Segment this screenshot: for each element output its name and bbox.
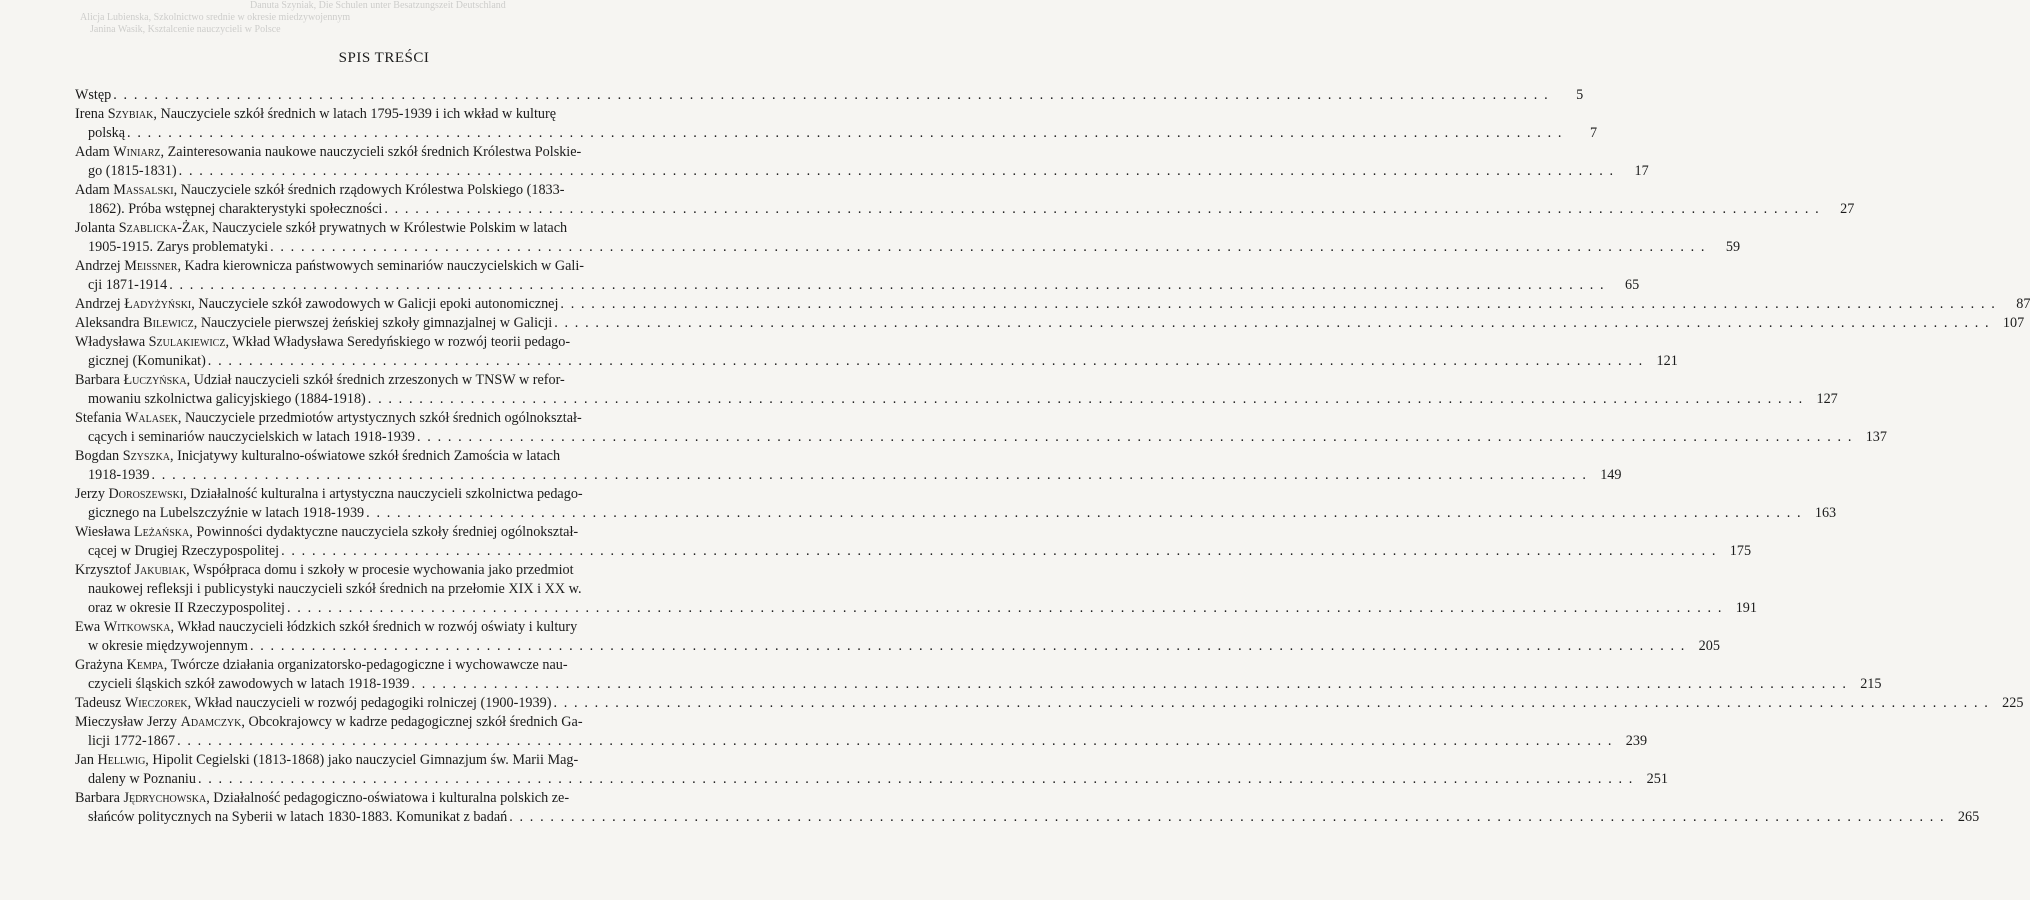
toc-entry[interactable] (75, 409, 1887, 447)
toc-entry-line (75, 105, 695, 124)
toc-entry-line (75, 447, 695, 466)
toc-entry-line (75, 523, 695, 542)
dot-leader: . . . . . . . . . . . . . . . . . . . . . . . . . . . . . . . . . . . . . . . . . . . . . . . . . . . . . . . . . . . . . . . . . . . . . . . . . . . . . . . . . . . . . . . . . . . . . . . . . . . . . . . . . . . . . . . . . . . . . . . . . . . . . . . . . . . . . . . . . . . . (207, 353, 1644, 369)
entry-title-text: licji 1772-1867 (88, 733, 176, 749)
entry-title-text: , Inicjatywy kulturalno-oświatowe szkół średnich Zamościa w latach (170, 448, 561, 464)
dot-leader: . . . . . . . . . . . . . . . . . . . . . . . . . . . . . . . . . . . . . . . . . . . . . . . . . . . . . . . . . . . . . . . . . . . . . . . . . . . . . . . . . . . . . . . . . . . . . . . . . . . . . . . . . . . . . . . . . . . . . . . . . . . . . . . . . . . . . . . . . . . . (560, 296, 1997, 312)
page-number: 5 (1576, 87, 1584, 103)
dot-leader: . . . . . . . . . . . . . . . . . . . . . . . . . . . . . . . . . . . . . . . . . . . . . . . . . . . . . . . . . . . . . . . . . . . . . . . . . . . . . . . . . . . . . . . . . . . . . . . . . . . . . . . . . . . . . . . . . . . . . . . . . . . . . . . . . . . . . . . . . . . . (151, 467, 1588, 483)
toc-entry-last-line (75, 428, 1887, 447)
author-surname: Massalski (113, 182, 174, 198)
toc-entry[interactable] (75, 656, 1882, 694)
entry-title-text: mowaniu szkolnictwa galicyjskiego (1884-1918) (88, 391, 366, 407)
author-first-name: Bogdan (75, 448, 123, 464)
dot-leader: . . . . . . . . . . . . . . . . . . . . . . . . . . . . . . . . . . . . . . . . . . . . . . . . . . . . . . . . . . . . . . . . . . . . . . . . . . . . . . . . . . . . . . . . . . . . . . . . . . . . . . . . . . . . . . . . . . . . . . . . . . . . . . . . . . . . . . . . . . . . (367, 391, 1804, 407)
entry-title-text: naukowej refleksji i publicystyki nauczycieli szkół średnich na przełomie XIX i XX w. (88, 581, 582, 597)
page-number: 205 (1698, 638, 1720, 654)
author-first-name: Barbara (75, 790, 124, 806)
entry-title-text: czycieli śląskich szkół zawodowych w latach 1918-1939 (88, 676, 410, 692)
entry-title-text: go (1815-1831) (88, 163, 177, 179)
author-surname: Jędrychowska (123, 790, 207, 806)
entry-title-text: Wstęp (75, 87, 112, 103)
toc-entry-last-line (75, 162, 1649, 181)
page-number: 149 (1600, 467, 1622, 483)
entry-heading (75, 713, 583, 732)
author-surname: Szablicka-Żak (118, 220, 206, 236)
author-surname: Wieczorek (124, 695, 188, 711)
toc-entry[interactable] (75, 314, 2025, 333)
toc-entry-line (75, 181, 695, 200)
dot-leader: . . . . . . . . . . . . . . . . . . . . . . . . . . . . . . . . . . . . . . . . . . . . . . . . . . . . . . . . . . . . . . . . . . . . . . . . . . . . . . . . . . . . . . . . . . . . . . . . . . . . . . . . . . . . . . . . . . . . . . . . . . . . . . . . . . . . . . . . . . . . (554, 315, 1991, 331)
entry-title-text: , Zainteresowania naukowe nauczycieli szkół średnich Królestwa Polskie- (160, 144, 582, 160)
entry-title-text: daleny w Poznaniu (88, 771, 196, 787)
entry-title-text: , Wkład nauczycieli w rozwój pedagogiki rolniczej (1900-1939) (187, 695, 552, 711)
page-number: 121 (1656, 353, 1678, 369)
toc-entry-line (75, 656, 695, 675)
toc-entry[interactable] (75, 789, 1980, 827)
entry-title-text: 1862). Próba wstępnej charakterystyki społeczności (88, 201, 383, 217)
page-number: 87 (2016, 296, 2030, 312)
dot-leader: . . . . . . . . . . . . . . . . . . . . . . . . . . . . . . . . . . . . . . . . . . . . . . . . . . . . . . . . . . . . . . . . . . . . . . . . . . . . . . . . . . . . . . . . . . . . . . . . . . . . . . . . . . . . . . . . . . . . . . . . . . . . . . . . . . . . . . . . . . . . (366, 505, 1803, 521)
dot-leader: . . . . . . . . . . . . . . . . . . . . . . . . . . . . . . . . . . . . . . . . . . . . . . . . . . . . . . . . . . . . . . . . . . . . . . . . . . . . . . . . . . . . . . . . . . . . . . . . . . . . . . . . . . . . . . . . . . . . . . . . . . . . . . . . . . . . . . . . . . . . (281, 543, 1718, 559)
dot-leader: . . . . . . . . . . . . . . . . . . . . . . . . . . . . . . . . . . . . . . . . . . . . . . . . . . . . . . . . . . . . . . . . . . . . . . . . . . . . . . . . . . . . . . . . . . . . . . . . . . . . . . . . . . . . . . . . . . . . . . . . . . . . . . . . . . . . . . . . . . . . (270, 239, 1707, 255)
entry-heading (75, 751, 578, 770)
toc-entry[interactable] (75, 143, 1649, 181)
entry-heading (75, 219, 567, 238)
toc-entry-last-line (75, 504, 1837, 523)
toc-entry-line (75, 143, 695, 162)
entry-title-text: w okresie międzywojennym (88, 638, 248, 654)
page-number: 215 (1860, 676, 1882, 692)
entry-title-text: , Wkład nauczycieli łódzkich szkół średnich w rozwój oświaty i kultury (170, 619, 578, 635)
toc-entry[interactable] (75, 713, 1648, 751)
page-number: 239 (1625, 733, 1648, 749)
author-first-name: Adam (75, 182, 114, 198)
entry-heading (75, 618, 577, 637)
entry-title-text: słańców politycznych na Syberii w latach 1830-1883. Komunikat z badań (88, 809, 508, 825)
toc-entry[interactable] (75, 219, 1741, 257)
author-first-name: Aleksandra (75, 315, 144, 331)
toc-entry[interactable] (75, 447, 1622, 485)
toc-entry-last-line (75, 808, 1980, 827)
toc-entry-last-line (75, 352, 1678, 371)
toc-entry[interactable] (75, 257, 1640, 295)
toc-entry-line (75, 618, 695, 637)
entry-title-text: , Nauczyciele szkół zawodowych w Galicji epoki autonomicznej (191, 296, 559, 312)
toc-entry[interactable] (75, 371, 1838, 409)
toc-entry[interactable] (75, 181, 1855, 219)
page-number: 251 (1646, 771, 1668, 787)
entry-title-text: , Obcokrajowcy w kadrze pedagogicznej szkół średnich Ga- (241, 714, 583, 730)
entry-heading (75, 257, 584, 276)
dot-leader: . . . . . . . . . . . . . . . . . . . . . . . . . . . . . . . . . . . . . . . . . . . . . . . . . . . . . . . . . . . . . . . . . . . . . . . . . . . . . . . . . . . . . . . . . . . . . . . . . . . . . . . . . . . . . . . . . . . . . . . . . . . . . . . . . . . . . . . . . . . . (384, 201, 1821, 217)
entry-title-text: , Nauczyciele szkół średnich rządowych Królestwa Polskiego (1833- (173, 182, 565, 198)
dot-leader: . . . . . . . . . . . . . . . . . . . . . . . . . . . . . . . . . . . . . . . . . . . . . . . . . . . . . . . . . . . . . . . . . . . . . . . . . . . . . . . . . . . . . . . . . . . . . . . . . . . . . . . . . . . . . . . . . . . . . . . . . . . . . . . . . . . . . . . . . . . . (249, 638, 1686, 654)
toc-entry-last-line (75, 770, 1668, 789)
page-number: 191 (1735, 600, 1757, 616)
toc-entry-line (75, 561, 695, 580)
entry-title-text: cji 1871-1914 (88, 277, 168, 293)
page-number: 265 (1957, 809, 1980, 825)
dot-leader: . . . . . . . . . . . . . . . . . . . . . . . . . . . . . . . . . . . . . . . . . . . . . . . . . . . . . . . . . . . . . . . . . . . . . . . . . . . . . . . . . . . . . . . . . . . . . . . . . . . . . . . . . . . . . . . . . . . . . . . . . . . . . . . . . . . . . . . . . . . . (178, 163, 1615, 179)
toc-entry-line (75, 257, 695, 276)
entry-title-text: , Nauczyciele szkół prywatnych w Królestwie Polskim w latach (205, 220, 568, 236)
entry-heading (75, 371, 565, 390)
author-first-name: Andrzej (75, 296, 125, 312)
entry-title-text: , Hipolit Cegielski (1813-1868) jako nauczyciel Gimnazjum św. Marii Mag- (145, 752, 579, 768)
entry-title-text: cących i seminariów nauczycielskich w latach 1918-1939 (88, 429, 415, 445)
entry-heading (75, 143, 581, 162)
author-first-name: Mieczysław Jerzy (75, 714, 181, 730)
entry-heading (75, 181, 564, 200)
author-surname: Leżańska (133, 524, 190, 540)
toc-entry-last-line (75, 637, 1720, 656)
author-first-name: Stefania (75, 410, 126, 426)
toc-entry[interactable] (75, 694, 2024, 713)
entry-title-text: polską (88, 125, 126, 141)
toc-entry[interactable] (75, 295, 2030, 314)
entry-title-text: , Nauczyciele pierwszej żeńskiej szkoły gimnazjalnej w Galicji (193, 315, 553, 331)
page-number: 17 (1634, 163, 1649, 179)
entry-title-text: , Wkład Władysława Seredyńskiego w rozwój teorii pedago- (225, 334, 571, 350)
entry-heading (75, 656, 568, 675)
page-number: 65 (1625, 277, 1640, 293)
entry-heading (75, 295, 558, 314)
author-first-name: Wiesława (75, 524, 134, 540)
dot-leader: . . . . . . . . . . . . . . . . . . . . . . . . . . . . . . . . . . . . . . . . . . . . . . . . . . . . . . . . . . . . . . . . . . . . . . . . . . . . . . . . . . . . . . . . . . . . . . . . . . . . . . . . . . . . . . . . . . . . . . . . . . . . . . . . . . . . . . . . . . . . (169, 277, 1606, 293)
author-surname: Szybiak (107, 106, 154, 122)
toc-entry[interactable] (75, 485, 1837, 523)
dot-leader: . . . . . . . . . . . . . . . . . . . . . . . . . . . . . . . . . . . . . . . . . . . . . . . . . . . . . . . . . . . . . . . . . . . . . . . . . . . . . . . . . . . . . . . . . . . . . . . . . . . . . . . . . . . . . . . . . . . . . . . . . . . . . . . . . . . . . . . . . . . . (416, 429, 1853, 445)
toc-entry[interactable] (75, 561, 1757, 618)
entry-title-text: , Działalność kulturalna i artystyczna nauczycieli szkolnictwa pedago- (183, 486, 583, 502)
entry-heading (75, 105, 556, 124)
page-title: SPIS TREŚCI (338, 50, 430, 66)
toc-entry-last-line (75, 124, 1598, 143)
toc-entry-last-line (75, 466, 1622, 485)
author-first-name: Jan (75, 752, 98, 768)
toc-entry-last-line (75, 314, 2025, 333)
author-surname: Szulakiewicz (148, 334, 226, 350)
table-of-contents (75, 86, 2030, 827)
author-first-name: Władysława (75, 334, 149, 350)
toc-entry-last-line (75, 200, 1855, 219)
author-surname: Adamczyk (180, 714, 242, 730)
toc-entry-last-line (75, 599, 1757, 618)
entry-title-text: , Nauczyciele przedmiotów artystycznych szkół średnich ogólnokształ- (177, 410, 582, 426)
dot-leader: . . . . . . . . . . . . . . . . . . . . . . . . . . . . . . . . . . . . . . . . . . . . . . . . . . . . . . . . . . . . . . . . . . . . . . . . . . . . . . . . . . . . . . . . . . . . . . . . . . . . . . . . . . . . . . . . . . . . . . . . . . . . . . . . . . . . . . . . . . . . (197, 771, 1634, 787)
dot-leader: . . . . . . . . . . . . . . . . . . . . . . . . . . . . . . . . . . . . . . . . . . . . . . . . . . . . . . . . . . . . . . . . . . . . . . . . . . . . . . . . . . . . . . . . . . . . . . . . . . . . . . . . . . . . . . . . . . . . . . . . . . . . . . . . . . . . . . . . . . . . (177, 733, 1614, 749)
author-first-name: Irena (75, 106, 108, 122)
toc-entry-last-line (75, 276, 1640, 295)
page-number: 137 (1865, 429, 1887, 445)
bleed-through-line: Alicja Lubienska, Szkolnictwo srednie w okresie miedzywojennym (80, 12, 351, 23)
page-number: 175 (1729, 543, 1752, 559)
entry-heading (75, 447, 560, 466)
entry-title-text: , Działalność pedagogiczno-oświatowa i kulturalna polskich ze- (206, 790, 570, 806)
author-first-name: Jolanta (75, 220, 119, 236)
entry-title-text: cącej w Drugiej Rzeczypospolitej (88, 543, 280, 559)
author-first-name: Grażyna (75, 657, 127, 673)
toc-entry[interactable] (75, 105, 1598, 143)
author-first-name: Barbara (75, 372, 124, 388)
toc-entry-last-line (75, 238, 1741, 257)
author-first-name: Tadeusz (75, 695, 125, 711)
dot-leader: . . . . . . . . . . . . . . . . . . . . . . . . . . . . . . . . . . . . . . . . . . . . . . . . . . . . . . . . . . . . . . . . . . . . . . . . . . . . . . . . . . . . . . . . . . . . . . . . . . . . . . . . . . . . . . . . . . . . . . . . . . . . . . . . . . . . . . . . . . . . (509, 809, 1946, 825)
entry-title-text: , Twórcze działania organizatorsko-pedagogiczne i wychowawcze nau- (163, 657, 568, 673)
entry-heading (75, 314, 552, 333)
entry-title-text: , Kadra kierownicza państwowych seminariów nauczycielskich w Gali- (177, 258, 584, 274)
toc-entry-line (75, 333, 695, 352)
toc-entry-line (75, 713, 695, 732)
page-number: 7 (1589, 125, 1598, 141)
toc-entry-line (75, 789, 695, 808)
entry-heading (75, 523, 578, 542)
dot-leader: . . . . . . . . . . . . . . . . . . . . . . . . . . . . . . . . . . . . . . . . . . . . . . . . . . . . . . . . . . . . . . . . . . . . . . . . . . . . . . . . . . . . . . . . . . . . . . . . . . . . . . . . . . . . . . . . . . . . . . . . . . . . . . . . . . . . . . . . . . . . (113, 87, 1550, 103)
toc-entry-line (75, 485, 695, 504)
entry-heading (75, 409, 582, 428)
author-first-name: Andrzej (75, 258, 125, 274)
entry-heading (75, 333, 570, 352)
entry-heading (75, 561, 574, 580)
entry-heading (75, 485, 583, 504)
toc-entry[interactable] (75, 86, 1584, 105)
author-first-name: Krzysztof (75, 562, 135, 578)
bleed-through-line: Janina Wasik, Ksztalcenie nauczycieli w Polsce (90, 24, 281, 35)
entry-heading (75, 789, 569, 808)
toc-entry-line (75, 751, 695, 770)
toc-entry[interactable] (75, 751, 1668, 789)
author-first-name: Adam (75, 144, 114, 160)
author-first-name: Ewa (75, 619, 104, 635)
entry-title-text: , Współpraca domu i szkoły w procesie wychowania jako przedmiot (186, 562, 574, 578)
toc-entry-last-line (75, 542, 1752, 561)
toc-entry[interactable] (75, 618, 1720, 656)
dot-leader: . . . . . . . . . . . . . . . . . . . . . . . . . . . . . . . . . . . . . . . . . . . . . . . . . . . . . . . . . . . . . . . . . . . . . . . . . . . . . . . . . . . . . . . . . . . . . . . . . . . . . . . . . . . . . . . . . . . . . . . . . . . . . . . . . . . . . . . . . . . . (553, 695, 1990, 711)
author-surname: Szyszka (122, 448, 171, 464)
author-surname: Kempa (126, 657, 164, 673)
toc-entry-last-line (75, 675, 1882, 694)
toc-entry-last-line (75, 732, 1648, 751)
entry-title-text: 1918-1939 (88, 467, 150, 483)
bleed-through-line: Danuta Szyniak, Die Schulen unter Besatzungszeit Deutschland (250, 0, 506, 11)
toc-entry-last-line (75, 694, 2024, 713)
entry-title-text: oraz w okresie II Rzeczypospolitej (88, 600, 285, 616)
entry-heading (75, 694, 551, 713)
author-surname: Winiarz (113, 144, 161, 160)
author-first-name: Jerzy (75, 486, 109, 502)
toc-entry-line (75, 409, 695, 428)
page-number: 107 (2002, 315, 2025, 331)
page-number: 59 (1725, 239, 1741, 255)
toc-entry-last-line (75, 86, 1584, 105)
page-number: 27 (1840, 201, 1855, 217)
author-surname: Ładyżyński (124, 296, 192, 312)
author-surname: Doroszewski (108, 486, 184, 502)
entry-title-text: , Nauczyciele szkół średnich w latach 1795-1939 i ich wkład w kulturę (153, 106, 556, 122)
page-number: 163 (1814, 505, 1837, 521)
bleed-through-text (60, 0, 720, 36)
toc-entry[interactable] (75, 523, 1752, 561)
toc-entry-line (75, 371, 695, 390)
entry-title-text: , Udział nauczycieli szkół średnich zrzeszonych w TNSW w refor- (186, 372, 565, 388)
dot-leader: . . . . . . . . . . . . . . . . . . . . . . . . . . . . . . . . . . . . . . . . . . . . . . . . . . . . . . . . . . . . . . . . . . . . . . . . . . . . . . . . . . . . . . . . . . . . . . . . . . . . . . . . . . . . . . . . . . . . . . . . . . . . . . . . . . . . . . . . . . . . (127, 125, 1564, 141)
toc-entry[interactable] (75, 333, 1678, 371)
author-surname: Bilewicz (143, 315, 194, 331)
page-number: 127 (1816, 391, 1838, 407)
author-surname: Meissner (124, 258, 178, 274)
entry-title-text: gicznego na Lubelszczyźnie w latach 1918-1939 (88, 505, 365, 521)
toc-entry-line (75, 580, 695, 599)
toc-entry-line (75, 219, 695, 238)
entry-title-text: gicznej (Komunikat) (88, 353, 206, 369)
toc-entry-last-line (75, 295, 2030, 314)
dot-leader: . . . . . . . . . . . . . . . . . . . . . . . . . . . . . . . . . . . . . . . . . . . . . . . . . . . . . . . . . . . . . . . . . . . . . . . . . . . . . . . . . . . . . . . . . . . . . . . . . . . . . . . . . . . . . . . . . . . . . . . . . . . . . . . . . . . . . . . . . . . . (411, 676, 1848, 692)
dot-leader: . . . . . . . . . . . . . . . . . . . . . . . . . . . . . . . . . . . . . . . . . . . . . . . . . . . . . . . . . . . . . . . . . . . . . . . . . . . . . . . . . . . . . . . . . . . . . . . . . . . . . . . . . . . . . . . . . . . . . . . . . . . . . . . . . . . . . . . . . . . . (286, 600, 1723, 616)
author-surname: Jakubiak (134, 562, 187, 578)
entry-title-text: , Powinności dydaktyczne nauczyciela szkoły średniej ogólnokształ- (189, 524, 579, 540)
page-number: 225 (2002, 695, 2024, 711)
author-surname: Walasek (125, 410, 178, 426)
entry-title-text: 1905-1915. Zarys problematyki (88, 239, 269, 255)
author-surname: Łuczyńska (123, 372, 187, 388)
author-surname: Witkowska (103, 619, 171, 635)
author-surname: Hellwig (97, 752, 146, 768)
toc-entry-last-line (75, 390, 1838, 409)
